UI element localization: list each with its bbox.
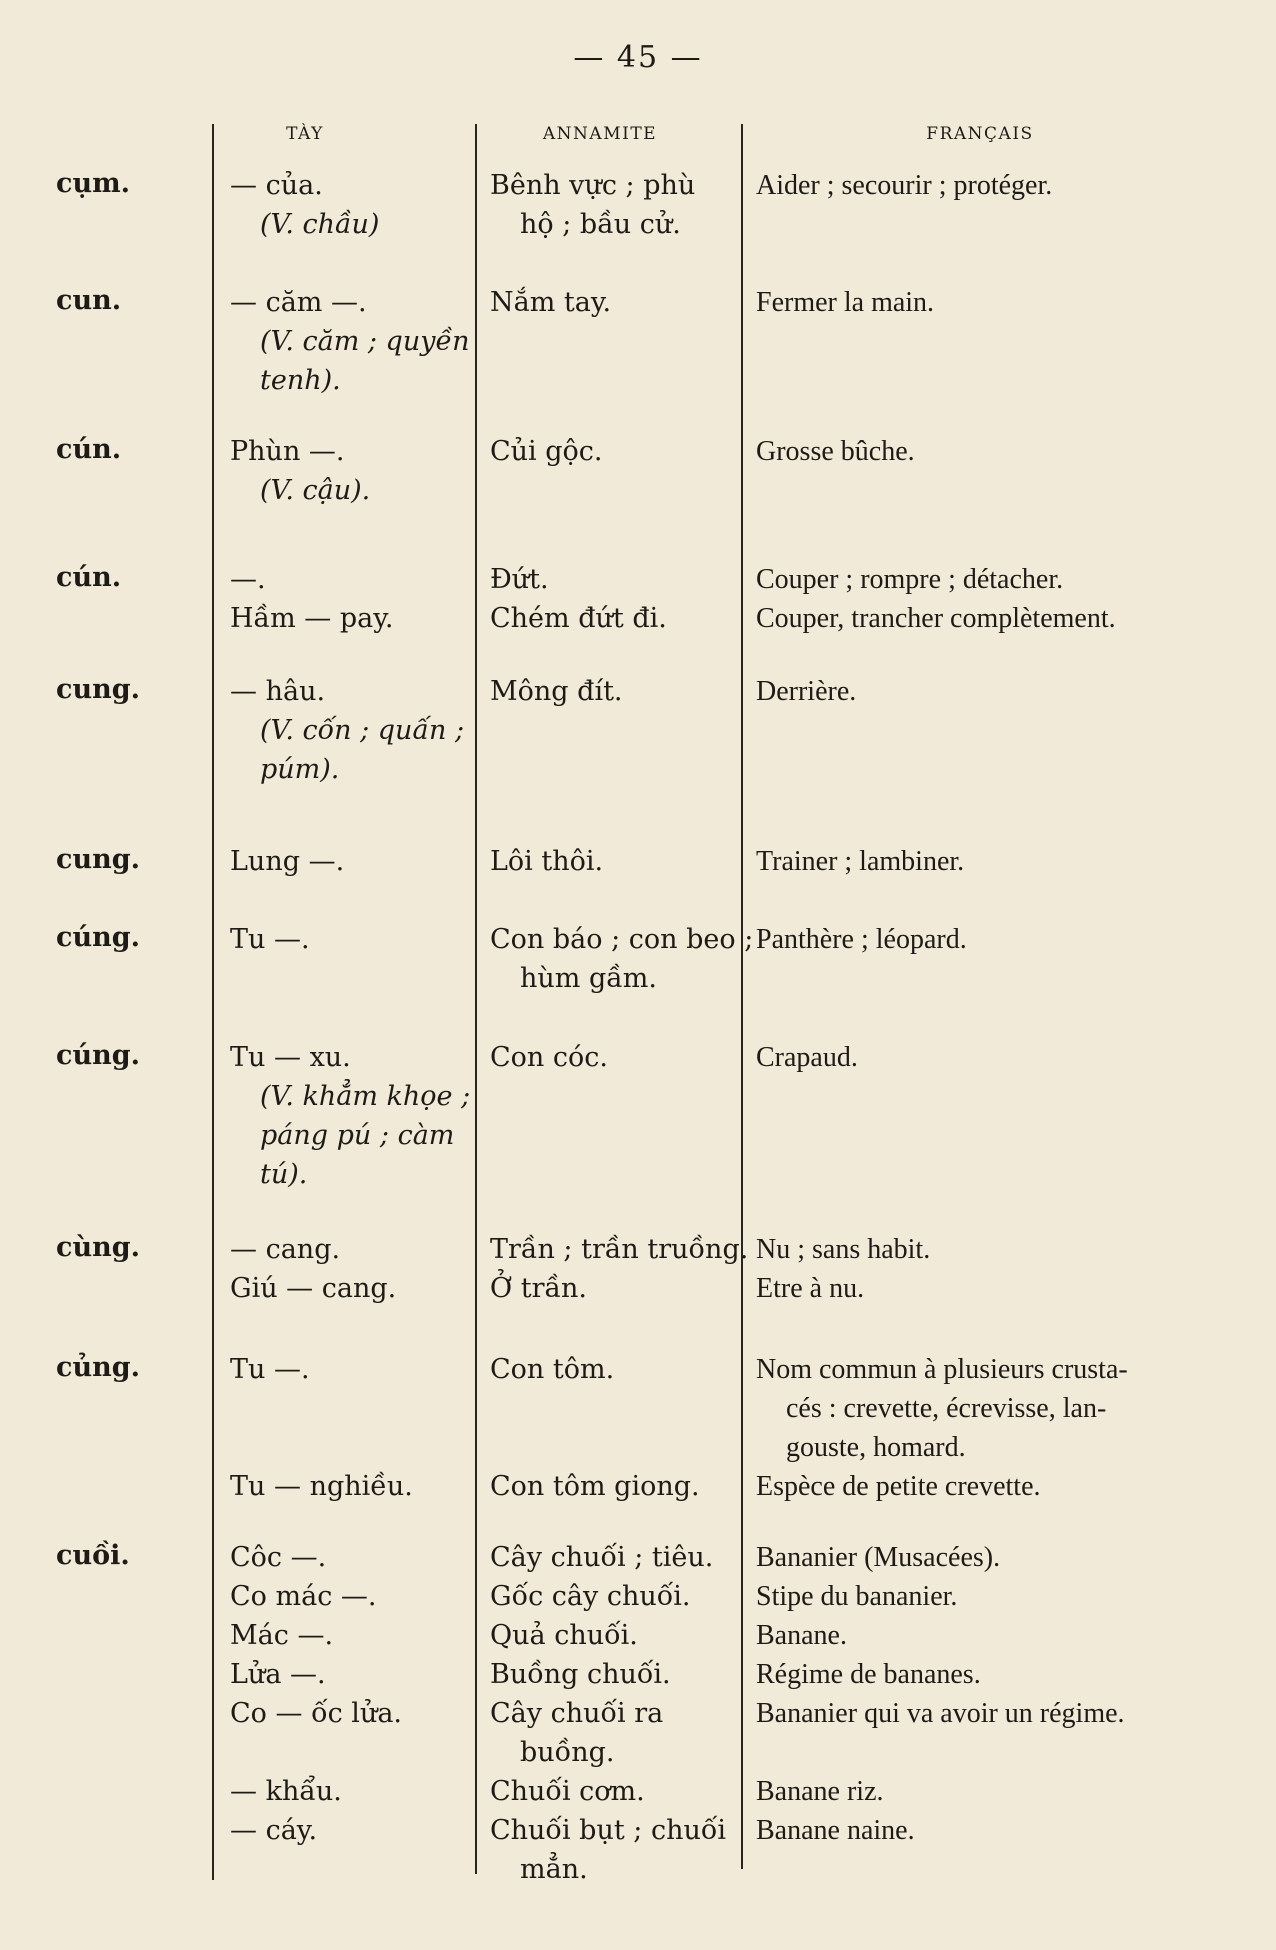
francais-line: cés : crevette, écrevisse, lan- (786, 1393, 1107, 1424)
tay-line (230, 1733, 475, 1772)
column-header-francais: FRANÇAIS (926, 124, 1034, 144)
annamite-line: Chém đứt đi. (490, 603, 667, 634)
annamite-cell (490, 560, 742, 638)
tay-line: —. (230, 564, 266, 595)
annamite-line: Mông đít. (490, 676, 623, 707)
tay-line: — căm —. (230, 287, 367, 318)
column-rule-middle (475, 124, 477, 1874)
francais-line: Nu ; sans habit. (756, 1234, 931, 1265)
francais-line: gouste, homard. (786, 1432, 966, 1463)
column-rule-left (212, 124, 214, 1880)
tay-line: Lung —. (230, 846, 345, 877)
tay-cell (230, 672, 475, 789)
francais-line: Derrière. (756, 676, 857, 707)
headword: cung. (56, 844, 140, 875)
headword: cụm. (56, 168, 131, 199)
tay-line: tenh). (260, 365, 341, 396)
francais-line: Panthère ; léopard. (756, 924, 967, 955)
tay-cell (230, 432, 475, 510)
tay-line: Giú — cang. (230, 1273, 397, 1304)
annamite-line: Con báo ; con beo ; (490, 924, 754, 955)
tay-cell (230, 1538, 475, 1850)
annamite-line: Con tôm giong. (490, 1471, 700, 1502)
annamite-line: Trần ; trần truồng. (490, 1234, 749, 1265)
francais-cell (756, 672, 1226, 711)
annamite-line: hùm gầm. (520, 963, 657, 994)
tay-line: Tu — xu. (230, 1042, 351, 1073)
tay-cell (230, 1350, 475, 1389)
tay-line: páng pú ; càm (260, 1120, 455, 1151)
annamite-cell (490, 1350, 742, 1389)
tay-cell (230, 560, 475, 638)
francais-line: Banane. (756, 1620, 847, 1651)
francais-line: Trainer ; lambiner. (756, 846, 965, 877)
tay-line: Côc —. (230, 1542, 327, 1573)
francais-line: Banane riz. (756, 1776, 884, 1807)
tay-line: Phùn —. (230, 436, 345, 467)
annamite-cell (490, 166, 742, 244)
francais-line: Régime de bananes. (756, 1659, 981, 1690)
annamite-line: Củi gộc. (490, 436, 603, 467)
tay-line: (V. căm ; quyền (260, 326, 470, 357)
francais-cell (756, 920, 1226, 959)
francais-cell (756, 1038, 1226, 1077)
francais-cell (756, 283, 1226, 322)
annamite-line: Đứt. (490, 564, 549, 595)
tay-line: púm). (260, 754, 340, 785)
headword: cung. (56, 674, 140, 705)
tay-line: (V. cậu). (260, 475, 371, 506)
francais-line: Couper, trancher complètement. (756, 603, 1116, 634)
francais-cell (756, 1538, 1226, 1850)
tay-cell (230, 920, 475, 959)
annamite-line: Chuối cơm. (490, 1776, 645, 1807)
tay-cell (230, 283, 475, 400)
francais-line: Fermer la main. (756, 287, 935, 318)
tay-line: — cang. (230, 1234, 341, 1265)
column-header-tay: TÀY (286, 124, 324, 144)
tay-line: (V. khẳm khọe ; (260, 1081, 471, 1112)
headword: cuồi. (56, 1540, 130, 1571)
headword: cún. (56, 562, 122, 593)
annamite-cell (490, 1230, 749, 1308)
francais-line: Etre à nu. (756, 1273, 865, 1304)
page-number: — 45 — (573, 40, 703, 75)
annamite-line: Cây chuối ; tiêu. (490, 1542, 714, 1573)
column-header-annamite: ANNAMITE (542, 124, 658, 144)
francais-cell (756, 1467, 1226, 1506)
francais-line: Espèce de petite crevette. (756, 1471, 1041, 1502)
annamite-line: Ở trần. (490, 1273, 587, 1304)
tay-cell (230, 1038, 475, 1194)
annamite-line: Chuối bụt ; chuối (490, 1815, 727, 1846)
annamite-line: Nắm tay. (490, 287, 612, 318)
tay-line: — khẩu. (230, 1776, 342, 1807)
headword: cun. (56, 285, 122, 316)
tay-line: (V. cốn ; quấn ; (260, 715, 465, 746)
francais-cell (756, 432, 1226, 471)
francais-line: Couper ; rompre ; détacher. (756, 564, 1064, 595)
tay-line: Mác —. (230, 1620, 334, 1651)
tay-line: Co mác —. (230, 1581, 377, 1612)
annamite-cell (490, 672, 742, 711)
headword: cùng. (56, 1232, 140, 1263)
annamite-line: Quả chuối. (490, 1620, 638, 1651)
annamite-line: Gốc cây chuối. (490, 1581, 691, 1612)
headword: cún. (56, 434, 122, 465)
tay-cell (230, 842, 475, 881)
annamite-line: Bênh vực ; phù (490, 170, 696, 201)
annamite-line: Con tôm. (490, 1354, 615, 1385)
tay-cell (230, 166, 475, 244)
annamite-line: buồng. (520, 1737, 615, 1768)
annamite-cell (490, 1467, 742, 1506)
annamite-cell (490, 283, 742, 322)
francais-line: Banane naine. (756, 1815, 915, 1846)
tay-line: Lửa —. (230, 1659, 326, 1690)
annamite-cell (490, 1038, 742, 1077)
annamite-cell (490, 842, 742, 881)
annamite-line: Lôi thôi. (490, 846, 604, 877)
francais-line: Grosse bûche. (756, 436, 915, 467)
francais-cell (756, 1350, 1226, 1467)
annamite-line: Buồng chuối. (490, 1659, 671, 1690)
tay-cell (230, 1467, 475, 1506)
tay-line: Tu — nghiều. (230, 1471, 413, 1502)
annamite-cell (490, 920, 754, 998)
tay-line: (V. chầu) (260, 209, 380, 240)
francais-line: Bananier (Musacées). (756, 1542, 1001, 1573)
tay-line: tú). (260, 1159, 308, 1190)
tay-line: Hầm — pay. (230, 603, 394, 634)
headword: cúng. (56, 922, 140, 953)
francais-cell (756, 560, 1226, 638)
tay-cell (230, 1230, 475, 1308)
tay-line: — cáy. (230, 1815, 318, 1846)
francais-cell (756, 166, 1226, 205)
francais-line: Aider ; secourir ; protéger. (756, 170, 1053, 201)
francais-line: Crapaud. (756, 1042, 858, 1073)
francais-line (756, 1733, 1226, 1772)
annamite-cell (490, 432, 742, 471)
francais-cell (756, 1230, 1226, 1308)
francais-line: Stipe du bananier. (756, 1581, 958, 1612)
francais-cell (756, 842, 1226, 881)
headword: củng. (56, 1352, 140, 1383)
annamite-line: mẳn. (520, 1854, 588, 1885)
tay-line: Co — ốc lửa. (230, 1698, 403, 1729)
tay-line: Tu —. (230, 1354, 310, 1385)
annamite-line: Con cóc. (490, 1042, 608, 1073)
francais-line: Nom commun à plusieurs crusta- (756, 1354, 1128, 1385)
annamite-line: Cây chuối ra (490, 1698, 664, 1729)
tay-line: — của. (230, 170, 323, 201)
francais-line: Bananier qui va avoir un régime. (756, 1698, 1125, 1729)
tay-line: Tu —. (230, 924, 310, 955)
headword: cúng. (56, 1040, 140, 1071)
tay-line: — hâu. (230, 676, 326, 707)
annamite-line: hộ ; bầu cử. (520, 209, 681, 240)
annamite-cell (490, 1538, 742, 1889)
